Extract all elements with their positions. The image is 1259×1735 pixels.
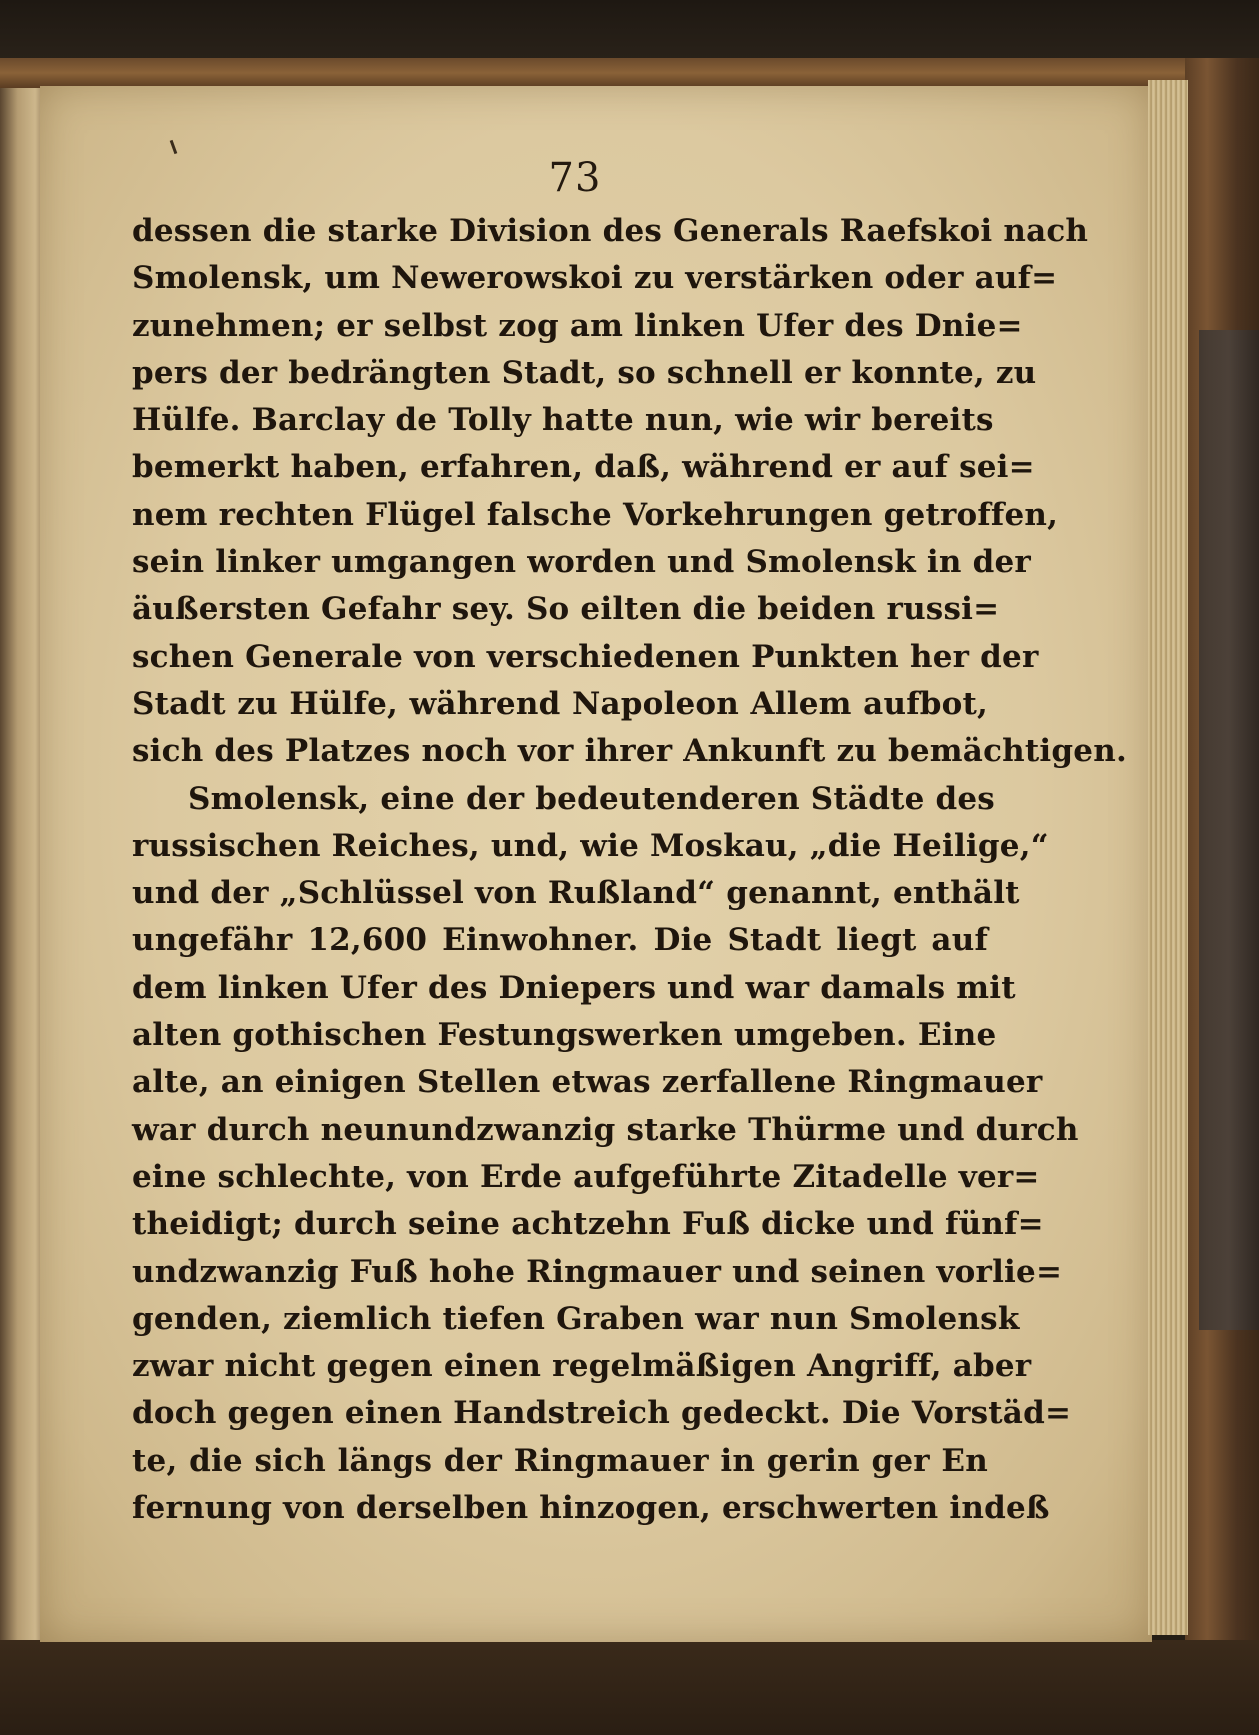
- text-line: Stadt zu Hülfe, während Napoleon Allem aufbot,: [132, 685, 988, 722]
- text-line: theidigt; durch seine achtzehn Fuß dicke und fünf=: [132, 1206, 1044, 1243]
- text-line: doch gegen einen Handstreich gedeckt. Die Vorstäd=: [132, 1395, 1072, 1432]
- text-line: ungefähr 12,600 Einwohner. Die Stadt liegt auf: [132, 922, 988, 959]
- text-line: sich des Platzes noch vor ihrer Ankunft zu bemächtigen.: [132, 733, 1127, 770]
- book-cover-top-edge: [0, 58, 1259, 88]
- body-text: [132, 208, 1127, 1532]
- book-spine-leather: [1199, 330, 1259, 1330]
- text-line: bemerkt haben, erfahren, daß, während er auf sei=: [132, 449, 1035, 486]
- previous-page-edge: [0, 88, 44, 1735]
- text-line: zwar nicht gegen einen regelmäßigen Angriff, aber: [132, 1348, 1032, 1385]
- text-line: alte, an einigen Stellen etwas zerfallene Ringmauer: [132, 1064, 1043, 1101]
- text-line: zunehmen; er selbst zog am linken Ufer des Dnie=: [132, 307, 1023, 344]
- text-line: nem rechten Flügel falsche Vorkehrungen getroffen,: [132, 496, 1059, 533]
- text-line: alten gothischen Festungswerken umgeben. Eine: [132, 1017, 997, 1054]
- page-number: 73: [548, 155, 602, 201]
- text-line: war durch neunundzwanzig starke Thürme und durch: [132, 1111, 1079, 1148]
- text-line: sein linker umgangen worden und Smolensk in der: [132, 544, 1031, 581]
- text-line: genden, ziemlich tiefen Graben war nun Smolensk: [132, 1300, 1020, 1337]
- text-line: undzwanzig Fuß hohe Ringmauer und seinen vorlie=: [132, 1253, 1063, 1290]
- text-line: dessen die starke Division des Generals Raefskoi nach: [132, 213, 1089, 249]
- text-line: und der „Schlüssel von Rußland“ genannt, enthält: [132, 875, 1020, 912]
- text-line: eine schlechte, von Erde aufgeführte Zitadelle ver=: [132, 1158, 1040, 1195]
- text-line: pers der bedrängten Stadt, so schnell er konnte, zu: [132, 354, 1037, 391]
- text-line: russischen Reiches, und, wie Moskau, „die Heilige,“: [132, 827, 1049, 864]
- text-line: äußersten Gefahr sey. So eilten die beiden russi=: [132, 591, 1000, 628]
- text-line: schen Generale von verschiedenen Punkten her der: [132, 638, 1039, 675]
- text-line: fernung von derselben hinzogen, erschwerten indeß: [132, 1490, 1050, 1527]
- text-line: Smolensk, um Newerowskoi zu verstärken oder auf=: [132, 260, 1058, 297]
- book-cover-bottom-edge: [0, 1640, 1259, 1735]
- text-line: te, die sich längs der Ringmauer in gerin ger En: [132, 1442, 988, 1479]
- page-block-edges: [1148, 80, 1188, 1635]
- text-line: Hülfe. Barclay de Tolly hatte nun, wie wir bereits: [132, 402, 994, 439]
- text-line: dem linken Ufer des Dniepers und war damals mit: [132, 969, 1016, 1006]
- text-line: Smolensk, eine der bedeutenderen Städte des: [188, 780, 995, 817]
